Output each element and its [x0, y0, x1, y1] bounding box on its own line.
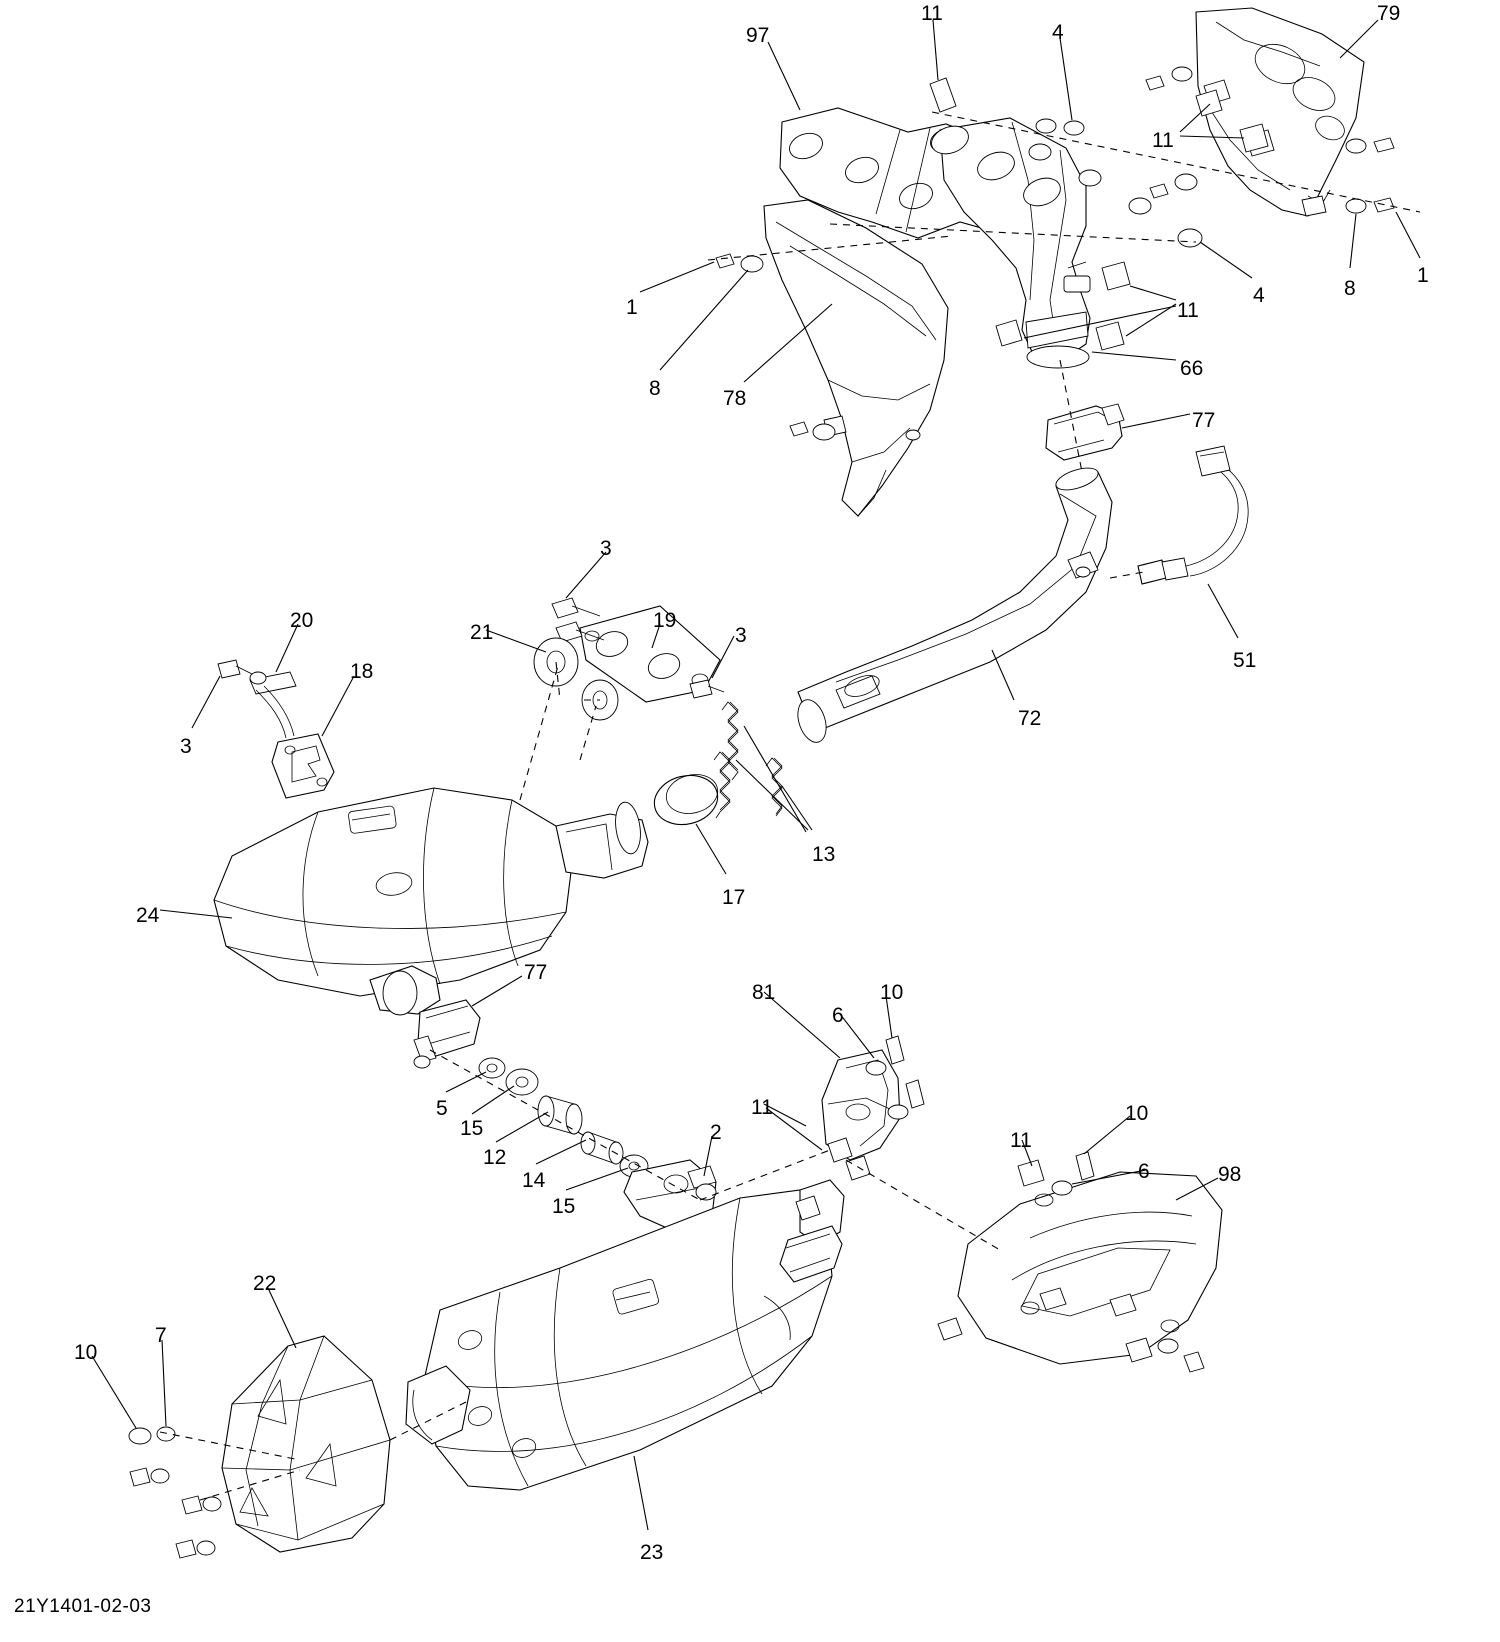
part-72-exhaust-pipe: [793, 464, 1112, 746]
callout-6-a: 6: [832, 1004, 844, 1027]
callout-1-b: 1: [626, 296, 638, 319]
callout-66: 66: [1180, 357, 1204, 380]
callout-10-c: 10: [74, 1341, 98, 1364]
part-78-heat-shield-lower: [764, 200, 948, 516]
callout-3-c: 3: [180, 735, 192, 758]
callout-7: 7: [155, 1324, 167, 1347]
callout-17: 17: [722, 886, 746, 909]
callout-10-b: 10: [1125, 1102, 1149, 1125]
part-22-tail-pipe-tip: [222, 1336, 390, 1552]
part-17-ring: [649, 769, 723, 831]
callout-10-a: 10: [880, 981, 904, 1004]
callout-4-a: 4: [1052, 21, 1064, 44]
hardware-bottom-left: [129, 1427, 221, 1558]
callout-3-a: 3: [600, 537, 612, 560]
callout-98: 98: [1218, 1163, 1242, 1186]
callout-8-b: 8: [649, 377, 661, 400]
callout-13: 13: [812, 843, 836, 866]
callout-8-a: 8: [1344, 277, 1356, 300]
part-98-heat-shield-rear: [958, 1172, 1222, 1364]
callout-6-b: 6: [1138, 1160, 1150, 1183]
callout-15-a: 15: [460, 1117, 484, 1140]
callout-11-b: 11: [1152, 129, 1174, 152]
callout-2: 2: [710, 1121, 722, 1144]
part-51-oxygen-sensor: [1138, 446, 1248, 584]
callout-19: 19: [653, 609, 677, 632]
callout-23: 23: [640, 1541, 664, 1564]
callout-79: 79: [1377, 2, 1401, 25]
callout-15-b: 15: [552, 1195, 576, 1218]
callout-78: 78: [723, 387, 747, 410]
callout-18: 18: [350, 660, 374, 683]
callout-11-a: 11: [921, 2, 943, 25]
callout-97: 97: [746, 24, 770, 47]
callout-11-e: 11: [1010, 1129, 1032, 1152]
figure-code: 21Y1401-02-03: [14, 1596, 152, 1617]
callout-3-b: 3: [735, 624, 747, 647]
callout-81: 81: [752, 981, 776, 1004]
callout-5: 5: [436, 1097, 448, 1120]
part-23-muffler: [406, 1180, 844, 1490]
callout-72: 72: [1018, 707, 1042, 730]
part-13-springs: [714, 702, 782, 818]
callout-22: 22: [253, 1272, 277, 1295]
part-20-support-rod: [250, 672, 296, 738]
callout-21: 21: [470, 621, 494, 644]
callout-24: 24: [136, 904, 160, 927]
callout-11-d: 11: [751, 1096, 773, 1119]
part-3-screw-left: [218, 660, 252, 678]
callout-14: 14: [522, 1169, 546, 1192]
callout-4-b: 4: [1253, 284, 1265, 307]
callout-51: 51: [1233, 649, 1257, 672]
callout-12: 12: [483, 1146, 507, 1169]
part-24-resonator: [214, 788, 648, 1015]
part-79-heat-shield-upper: [1196, 8, 1364, 216]
callout-20: 20: [290, 609, 314, 632]
part-18-bracket: [272, 734, 334, 798]
callout-1-a: 1: [1417, 264, 1429, 287]
callout-77-b: 77: [524, 961, 548, 984]
part-77-clamp-upper: [1046, 404, 1124, 460]
callout-77-a: 77: [1192, 409, 1216, 432]
callout-11-c: 11: [1177, 299, 1199, 322]
